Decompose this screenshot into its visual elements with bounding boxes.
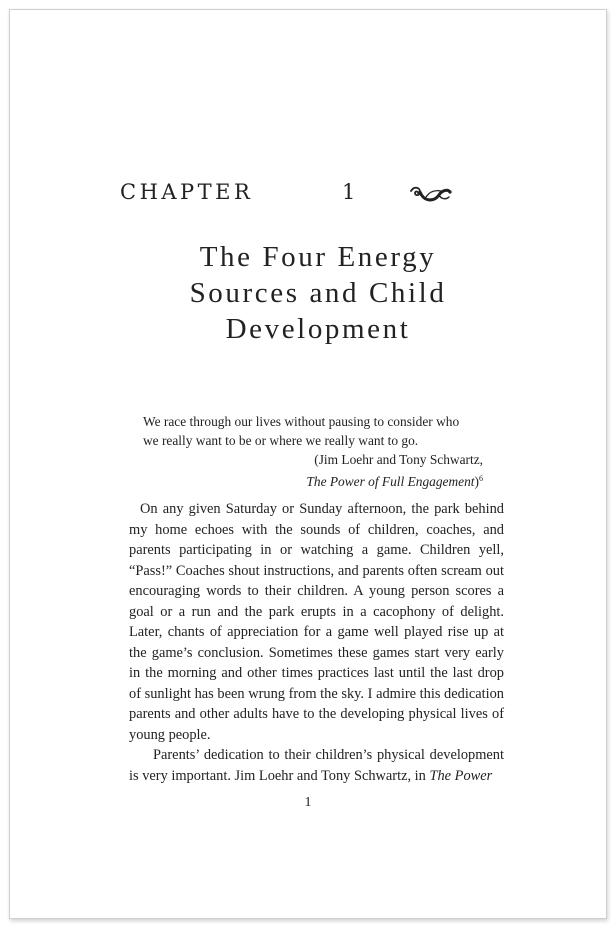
page-number: 1 xyxy=(304,795,312,810)
chapter-heading xyxy=(120,180,520,210)
epigraph-quote-line: We race through our lives without pausing to consider who xyxy=(143,414,460,429)
chapter-title xyxy=(70,239,566,347)
epigraph-source-close: ) xyxy=(474,474,479,489)
title-line: Sources and Child xyxy=(189,277,447,309)
epigraph-attribution: (Jim Loehr and Tony Schwartz, xyxy=(314,452,483,467)
paragraph: On any given Saturday or Sunday afternoon, the park behind my home echoes with the sounds of children, coaches, and parents participating in or watching a game. Children yell, “Pass!” Coaches shout instructions, and parents often scream out encouraging words to their children. A young person scores a goal or a run and the park erupts in a cacophony of delight. Later, chants of appreciation for a game well played rise up at the game’s conclusion. Sometimes these games start very early in the morning and other times practices last until the last drop of sunlight has been wrung from the sky. I admire this dedication parents and other adults have to the developing physical lives of young people. xyxy=(129,501,504,743)
chapter-label: CHAPTER xyxy=(120,180,254,204)
fleuron-swirl-icon xyxy=(408,182,452,206)
paragraph-text: Parents’ dedication to their children’s physical development is very important. Jim Loehr and Tony Schwartz, in xyxy=(129,747,504,784)
book-page xyxy=(9,9,607,919)
epigraph-source xyxy=(143,469,483,491)
body-text xyxy=(129,499,504,786)
epigraph-source-title: The Power of Full Engagement xyxy=(306,474,475,489)
footnote-reference[interactable]: 6 xyxy=(479,474,483,483)
paragraph xyxy=(129,745,504,786)
epigraph xyxy=(143,412,483,491)
book-title-italic: The Power xyxy=(429,767,493,784)
title-line: The Four Energy xyxy=(199,241,437,273)
chapter-number: 1 xyxy=(342,180,356,204)
title-line: Development xyxy=(225,313,411,345)
epigraph-quote-line: we really want to be or where we really want to go. xyxy=(143,433,419,448)
